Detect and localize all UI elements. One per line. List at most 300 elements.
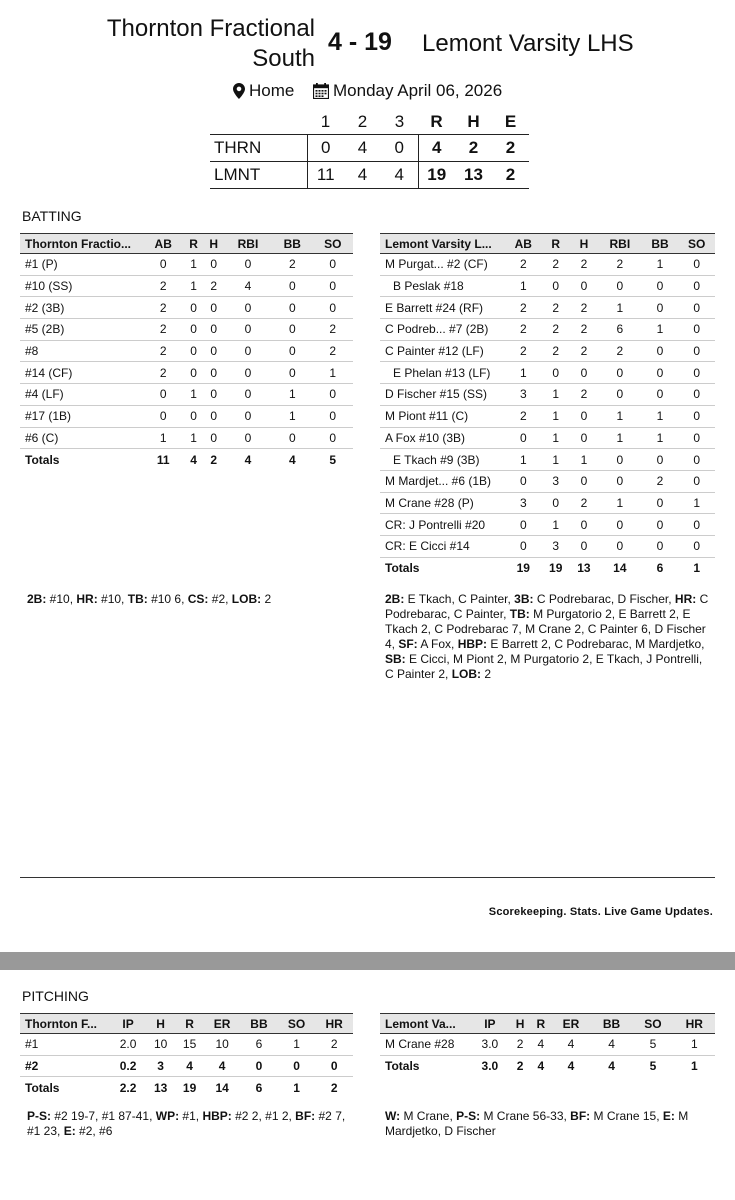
stat-so: 1	[313, 362, 353, 384]
note-key: 2B:	[27, 592, 47, 606]
note-value: C Podrebarac, D Fischer,	[533, 592, 675, 606]
final-score: 4 - 19	[328, 28, 392, 56]
runs-total: 19	[418, 161, 455, 188]
table-row	[20, 427, 353, 449]
stat-bb: 0	[642, 340, 679, 362]
stat-bb: 0	[272, 319, 312, 341]
errors-total: 2	[492, 134, 529, 161]
stat-ab: 1	[505, 362, 542, 384]
stat-h: 0	[570, 405, 598, 427]
stat-so: 0	[313, 384, 353, 406]
column-header-h: H	[204, 234, 224, 254]
note-value: M Crane,	[400, 1109, 457, 1123]
stat-so: 0	[678, 254, 715, 276]
stat-h: 0	[570, 427, 598, 449]
table-row	[20, 319, 353, 341]
total-rbi: 14	[598, 557, 642, 579]
note-key: P-S:	[456, 1109, 481, 1123]
note-value: E Cicci, M Piont 2, M Purgatorio 2, E Tkach, J Pontrelli, C Painter 2,	[385, 652, 703, 681]
note-key: BF:	[570, 1109, 591, 1123]
errors-total: 2	[492, 161, 529, 188]
totals-row	[20, 1077, 353, 1099]
home-batting-table	[20, 233, 353, 470]
note-key: TB:	[509, 607, 530, 621]
runs-header: R	[430, 111, 443, 131]
stat-so: 0	[678, 427, 715, 449]
stat-bb: 0	[642, 362, 679, 384]
stat-bb: 0	[642, 514, 679, 536]
stat-h: 2	[570, 384, 598, 406]
inning-score: 11	[307, 161, 344, 188]
table-header-row	[380, 1014, 715, 1034]
note-value: #1,	[179, 1109, 203, 1123]
team-abbr: LMNT	[210, 161, 307, 188]
stat-h: 0	[204, 362, 224, 384]
stat-r: 1	[183, 384, 203, 406]
stat-ab: 2	[505, 297, 542, 319]
stat-so: 0	[313, 254, 353, 276]
stat-ab: 0	[505, 427, 542, 449]
column-header-er: ER	[551, 1014, 591, 1034]
stat-ab: 3	[505, 492, 542, 514]
player-name: D Fischer #15 (SS)	[380, 384, 505, 406]
stat-bb: 2	[642, 470, 679, 492]
stat-rbi: 0	[224, 319, 272, 341]
stat-r: 1	[183, 254, 203, 276]
stat-r: 2	[542, 297, 570, 319]
player-name: CR: E Cicci #14	[380, 535, 505, 557]
note-key: CS:	[187, 592, 209, 606]
inning-score: 4	[344, 161, 381, 188]
game-info-row	[0, 81, 735, 103]
stat-h: 0	[204, 297, 224, 319]
stat-ip: 0.2	[110, 1055, 146, 1077]
stat-r: 0	[183, 319, 203, 341]
stat-rbi: 2	[598, 340, 642, 362]
stat-ab: 1	[505, 449, 542, 471]
hits-total: 2	[455, 134, 492, 161]
pitching-section-title: PITCHING	[22, 988, 89, 1004]
note-value: #2 19-7, #1 87-41,	[51, 1109, 156, 1123]
total-hr: 1	[674, 1055, 715, 1077]
note-key: W:	[385, 1109, 401, 1123]
footer-tagline: Scorekeeping. Stats. Live Game Updates.	[488, 906, 713, 918]
stat-r: 0	[542, 362, 570, 384]
table-row	[380, 254, 715, 276]
totals-row	[380, 1055, 715, 1077]
note-key: BF:	[295, 1109, 316, 1123]
stat-r: 0	[183, 362, 203, 384]
column-header-ab: AB	[143, 234, 183, 254]
stat-r: 4	[530, 1034, 551, 1056]
stat-hr: 2	[315, 1034, 353, 1056]
column-header-so: SO	[678, 234, 715, 254]
stat-ab: 0	[143, 405, 183, 427]
player-name: #5 (2B)	[20, 319, 143, 341]
player-name: #17 (1B)	[20, 405, 143, 427]
table-row	[380, 384, 715, 406]
note-value: #2,	[208, 592, 232, 606]
note-key: TB:	[127, 592, 148, 606]
column-header-hr: HR	[315, 1014, 353, 1034]
totals-label: Totals	[20, 449, 143, 471]
table-row	[20, 362, 353, 384]
stat-h: 2	[570, 340, 598, 362]
player-name: M Mardjet... #6 (1B)	[380, 470, 505, 492]
stat-bb: 0	[642, 449, 679, 471]
stat-h: 0	[570, 362, 598, 384]
player-name: C Podreb... #7 (2B)	[380, 319, 505, 341]
stat-so: 0	[678, 275, 715, 297]
stat-rbi: 0	[224, 427, 272, 449]
stat-rbi: 1	[598, 297, 642, 319]
note-value: #10,	[97, 592, 128, 606]
table-row	[20, 1055, 353, 1077]
player-name: #14 (CF)	[20, 362, 143, 384]
game-header	[0, 0, 735, 80]
stat-so: 0	[678, 340, 715, 362]
column-header-r: R	[175, 1014, 204, 1034]
date-label: Monday April 06, 2026	[333, 81, 503, 100]
stat-bb: 1	[642, 427, 679, 449]
note-value: E Tkach, C Painter,	[404, 592, 515, 606]
stat-ab: 2	[143, 340, 183, 362]
note-value: 2	[481, 667, 492, 681]
player-name: #2	[20, 1055, 110, 1077]
stat-so: 2	[313, 340, 353, 362]
column-header-bb: BB	[240, 1014, 278, 1034]
table-row	[380, 297, 715, 319]
table-header-row	[20, 1014, 353, 1034]
player-name: M Crane #28	[380, 1034, 470, 1056]
stat-r: 1	[542, 405, 570, 427]
venue	[233, 81, 294, 101]
column-header-bb: BB	[591, 1014, 632, 1034]
inning-score: 0	[381, 134, 418, 161]
stat-h: 2	[570, 254, 598, 276]
errors-header: E	[504, 111, 517, 131]
stat-so: 0	[678, 384, 715, 406]
stat-bb: 0	[240, 1055, 278, 1077]
stat-r: 3	[542, 470, 570, 492]
venue-label: Home	[249, 81, 295, 100]
total-r: 4	[183, 449, 203, 471]
column-header-h: H	[570, 234, 598, 254]
stat-bb: 0	[642, 535, 679, 557]
column-header-ip: IP	[470, 1014, 510, 1034]
stat-hr: 1	[674, 1034, 715, 1056]
stat-r: 1	[542, 449, 570, 471]
stat-r: 15	[175, 1034, 204, 1056]
table-row	[20, 340, 353, 362]
total-so: 5	[632, 1055, 673, 1077]
stat-ab: 3	[505, 384, 542, 406]
total-rbi: 4	[224, 449, 272, 471]
hits-total: 13	[455, 161, 492, 188]
note-key: SB:	[385, 652, 406, 666]
stat-h: 0	[204, 340, 224, 362]
note-value: M Crane 56-33,	[480, 1109, 571, 1123]
total-so: 1	[678, 557, 715, 579]
table-row	[380, 492, 715, 514]
player-name: #4 (LF)	[20, 384, 143, 406]
stat-r: 1	[542, 427, 570, 449]
total-so: 5	[313, 449, 353, 471]
home-team-name: Thornton Fractional South	[106, 15, 315, 72]
note-key: 3B:	[514, 592, 534, 606]
total-r: 19	[175, 1077, 204, 1099]
total-r: 4	[530, 1055, 551, 1077]
stat-h: 0	[570, 514, 598, 536]
hits-header: H	[467, 111, 480, 131]
stat-ab: 1	[143, 427, 183, 449]
stat-bb: 0	[272, 297, 312, 319]
calendar-icon	[313, 83, 329, 99]
column-header-r: R	[530, 1014, 551, 1034]
stat-h: 2	[204, 275, 224, 297]
stat-so: 0	[678, 535, 715, 557]
stat-ab: 0	[505, 514, 542, 536]
stat-ab: 0	[505, 535, 542, 557]
stat-so: 0	[313, 297, 353, 319]
note-key: LOB:	[451, 667, 482, 681]
stat-rbi: 0	[598, 535, 642, 557]
stat-bb: 2	[272, 254, 312, 276]
note-value: M Crane 15,	[590, 1109, 663, 1123]
note-value: 2	[261, 592, 272, 606]
stat-so: 0	[313, 405, 353, 427]
stat-r: 1	[183, 427, 203, 449]
note-value: C Podrebarac, C Painter,	[385, 592, 709, 621]
table-row	[380, 449, 715, 471]
column-header-so: SO	[278, 1014, 316, 1034]
stat-r: 2	[542, 319, 570, 341]
stat-bb: 0	[272, 340, 312, 362]
team-column-header	[210, 110, 307, 134]
stat-so: 0	[678, 449, 715, 471]
player-name: E Barrett #24 (RF)	[380, 297, 505, 319]
stat-rbi: 0	[224, 405, 272, 427]
team-name-header: Thornton Fractio...	[20, 234, 143, 254]
stat-bb: 0	[642, 297, 679, 319]
stat-ab: 2	[143, 362, 183, 384]
player-name: A Fox #10 (3B)	[380, 427, 505, 449]
total-bb: 6	[240, 1077, 278, 1099]
stat-so: 2	[313, 319, 353, 341]
totals-row	[380, 557, 715, 579]
stat-rbi: 1	[598, 427, 642, 449]
note-key: WP:	[155, 1109, 180, 1123]
totals-label: Totals	[380, 1055, 470, 1077]
stat-h: 0	[204, 384, 224, 406]
table-row	[20, 384, 353, 406]
player-name: #6 (C)	[20, 427, 143, 449]
player-name: #1	[20, 1034, 110, 1056]
team-abbr: THRN	[210, 134, 307, 161]
total-ip: 2.2	[110, 1077, 146, 1099]
stat-bb: 0	[272, 427, 312, 449]
player-name: #2 (3B)	[20, 297, 143, 319]
total-h: 2	[510, 1055, 531, 1077]
column-header-rbi: RBI	[224, 234, 272, 254]
player-name: C Painter #12 (LF)	[380, 340, 505, 362]
totals-label: Totals	[380, 557, 505, 579]
note-key: P-S:	[27, 1109, 51, 1123]
stat-r: 0	[183, 340, 203, 362]
stat-rbi: 0	[224, 362, 272, 384]
stat-er: 10	[204, 1034, 240, 1056]
note-key: SF:	[398, 637, 418, 651]
column-header-bb: BB	[642, 234, 679, 254]
total-bb: 4	[272, 449, 312, 471]
stat-bb: 1	[272, 405, 312, 427]
stat-r: 0	[542, 492, 570, 514]
column-header-so: SO	[313, 234, 353, 254]
stat-bb: 1	[642, 254, 679, 276]
stat-so: 1	[678, 492, 715, 514]
stat-bb: 1	[642, 405, 679, 427]
stat-ip: 3.0	[470, 1034, 510, 1056]
note-value: #10 6,	[147, 592, 188, 606]
total-h: 13	[146, 1077, 175, 1099]
table-row	[20, 275, 353, 297]
note-key: LOB:	[231, 592, 262, 606]
stat-h: 0	[204, 254, 224, 276]
home-batting-notes	[27, 592, 347, 607]
column-header-rbi: RBI	[598, 234, 642, 254]
table-row	[380, 362, 715, 384]
stat-r: 0	[183, 297, 203, 319]
table-row	[380, 1034, 715, 1056]
stat-bb: 0	[272, 275, 312, 297]
note-value: A Fox,	[417, 637, 458, 651]
stat-r: 3	[542, 535, 570, 557]
player-name: E Tkach #9 (3B)	[380, 449, 505, 471]
player-name: #10 (SS)	[20, 275, 143, 297]
stat-bb: 6	[240, 1034, 278, 1056]
away-batting-table	[380, 233, 715, 579]
home-pitching-table	[20, 1013, 353, 1099]
note-value: #2, #6	[75, 1124, 113, 1138]
batting-section-title: BATTING	[22, 208, 82, 224]
team-name-header: Lemont Va...	[380, 1014, 470, 1034]
stat-h: 2	[570, 492, 598, 514]
stat-bb: 1	[272, 384, 312, 406]
column-header-er: ER	[204, 1014, 240, 1034]
table-row	[380, 319, 715, 341]
total-h: 2	[204, 449, 224, 471]
stat-r: 2	[542, 340, 570, 362]
note-value: #2 2, #1 2,	[231, 1109, 296, 1123]
stat-ab: 1	[505, 275, 542, 297]
table-row	[20, 405, 353, 427]
column-header-ip: IP	[110, 1014, 146, 1034]
stat-rbi: 0	[224, 384, 272, 406]
stat-ab: 2	[505, 405, 542, 427]
inning-score: 4	[381, 161, 418, 188]
away-pitching-table	[380, 1013, 715, 1077]
pin-icon	[233, 83, 245, 99]
total-er: 14	[204, 1077, 240, 1099]
total-r: 19	[542, 557, 570, 579]
note-value: #2 7, #1 23,	[27, 1109, 346, 1138]
total-so: 1	[278, 1077, 316, 1099]
stat-r: 1	[183, 275, 203, 297]
table-header-row	[380, 234, 715, 254]
inning-2-header: 2	[357, 111, 368, 131]
stat-bb: 0	[642, 384, 679, 406]
stat-r: 1	[542, 514, 570, 536]
player-name: CR: J Pontrelli #20	[380, 514, 505, 536]
stat-ab: 2	[505, 319, 542, 341]
stat-so: 0	[678, 405, 715, 427]
inning-score: 0	[307, 134, 344, 161]
total-er: 4	[551, 1055, 591, 1077]
stat-so: 0	[278, 1055, 316, 1077]
note-key: E:	[662, 1109, 675, 1123]
stat-ab: 0	[505, 470, 542, 492]
stat-rbi: 0	[598, 470, 642, 492]
stat-so: 0	[678, 319, 715, 341]
column-header-h: H	[510, 1014, 531, 1034]
totals-label: Totals	[20, 1077, 110, 1099]
stat-so: 0	[313, 427, 353, 449]
stat-rbi: 0	[224, 340, 272, 362]
stat-so: 1	[278, 1034, 316, 1056]
stat-r: 2	[542, 254, 570, 276]
column-header-r: R	[542, 234, 570, 254]
stat-bb: 1	[642, 319, 679, 341]
stat-bb: 0	[642, 492, 679, 514]
game-date	[313, 81, 502, 101]
stat-er: 4	[204, 1055, 240, 1077]
stat-so: 0	[678, 470, 715, 492]
total-ab: 11	[143, 449, 183, 471]
stat-bb: 0	[642, 275, 679, 297]
player-name: #1 (P)	[20, 254, 143, 276]
team-name-header: Thornton F...	[20, 1014, 110, 1034]
table-row	[380, 275, 715, 297]
stat-r: 4	[175, 1055, 204, 1077]
runs-total: 4	[418, 134, 455, 161]
table-row	[20, 254, 353, 276]
column-header-so: SO	[632, 1014, 673, 1034]
note-value: M Mardjetko, D Fischer	[385, 1109, 689, 1138]
table-row	[380, 340, 715, 362]
stat-h: 0	[570, 470, 598, 492]
stat-ab: 2	[143, 297, 183, 319]
stat-r: 1	[542, 384, 570, 406]
stat-ab: 0	[143, 384, 183, 406]
stat-ab: 2	[505, 254, 542, 276]
stat-ip: 2.0	[110, 1034, 146, 1056]
stat-h: 2	[570, 297, 598, 319]
stat-h: 2	[570, 319, 598, 341]
column-header-bb: BB	[272, 234, 312, 254]
note-key: HBP:	[202, 1109, 232, 1123]
player-name: B Peslak #18	[380, 275, 505, 297]
note-key: HBP:	[457, 637, 488, 651]
home-pitching-notes	[27, 1109, 357, 1139]
table-row	[380, 427, 715, 449]
total-hr: 2	[315, 1077, 353, 1099]
stat-ab: 0	[143, 254, 183, 276]
line-score-row-home	[210, 134, 529, 161]
table-row	[20, 297, 353, 319]
stat-h: 10	[146, 1034, 175, 1056]
stat-so: 0	[678, 362, 715, 384]
total-h: 13	[570, 557, 598, 579]
